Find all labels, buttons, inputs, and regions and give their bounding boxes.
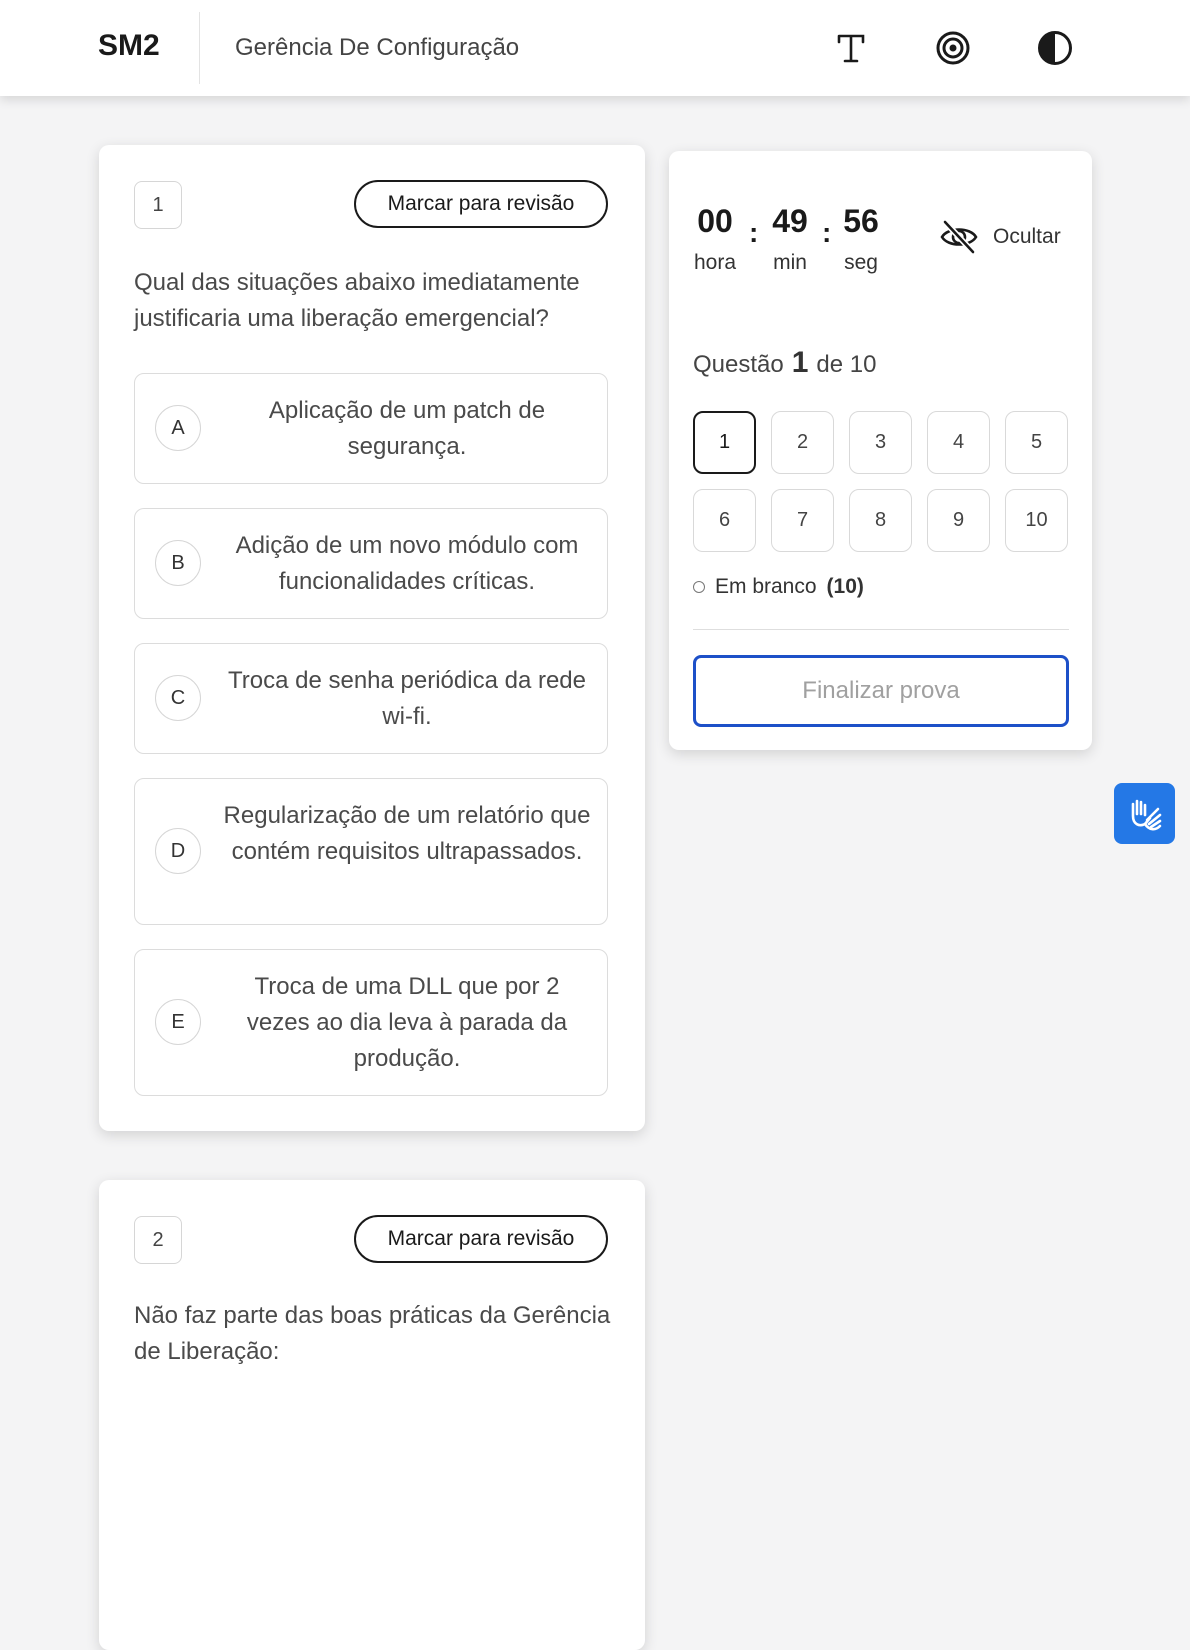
option-letter: B xyxy=(155,540,201,586)
question-nav-3[interactable]: 3 xyxy=(849,411,912,474)
hide-timer-button[interactable] xyxy=(939,219,1061,255)
progress-current: 1 xyxy=(791,346,809,379)
course-title: Gerência De Configuração xyxy=(235,34,520,61)
font-size-button[interactable] xyxy=(827,24,875,72)
brand-logo[interactable]: SM2 xyxy=(98,29,160,62)
sign-language-hands-icon xyxy=(1125,794,1165,834)
option-text: Troca de senha periódica da rede wi-fi. xyxy=(227,667,586,730)
question-nav-9[interactable]: 9 xyxy=(927,489,990,552)
question-number: 2 xyxy=(134,1216,182,1264)
timer-minutes-label: min xyxy=(773,251,807,274)
option-text: Adição de um novo módulo com funcionalidades críticas. xyxy=(235,532,579,595)
target-button[interactable] xyxy=(929,24,977,72)
timer-hours-label: hora xyxy=(693,251,737,274)
timer-colon: : xyxy=(749,217,759,248)
blank-status-dot xyxy=(693,581,705,593)
progress-suffix: de 10 xyxy=(816,351,877,378)
question-nav-8[interactable]: 8 xyxy=(849,489,912,552)
timer-seconds-label: seg xyxy=(844,251,878,274)
target-icon xyxy=(935,30,971,66)
finish-exam-button[interactable]: Finalizar prova xyxy=(693,655,1069,727)
eye-off-icon xyxy=(939,219,979,255)
timer-seconds: 56 xyxy=(843,203,879,239)
top-bar xyxy=(0,0,1190,96)
question-nav-7[interactable]: 7 xyxy=(771,489,834,552)
option-text: Troca de uma DLL que por 2 vezes ao dia leva à parada da produção. xyxy=(246,973,568,1072)
question-progress xyxy=(693,346,876,380)
timer-minutes: 49 xyxy=(772,203,808,239)
question-nav-4[interactable]: 4 xyxy=(927,411,990,474)
header-divider xyxy=(199,12,200,84)
contrast-button[interactable] xyxy=(1031,24,1079,72)
question-card-1 xyxy=(99,145,645,1131)
option-text: Aplicação de um patch de segurança. xyxy=(268,397,546,460)
option-d[interactable] xyxy=(134,778,608,925)
progress-prefix: Questão xyxy=(693,351,784,378)
option-letter: D xyxy=(155,828,201,874)
timer-hours: 00 xyxy=(697,203,733,239)
question-nav-1[interactable]: 1 xyxy=(693,411,756,474)
option-text: Regularização de um relatório que contém requisitos ultrapassados. xyxy=(223,802,591,865)
sidebar-divider xyxy=(693,629,1069,630)
question-text: Qual das situações abaixo imediatamente justificaria uma liberação emergencial? xyxy=(134,269,580,332)
text-size-icon xyxy=(834,31,868,65)
hide-timer-label: Ocultar xyxy=(993,225,1061,248)
blank-count: (10) xyxy=(826,575,864,598)
sign-language-button[interactable] xyxy=(1114,783,1175,844)
option-letter: A xyxy=(155,405,201,451)
option-letter: E xyxy=(155,999,201,1045)
blank-label: Em branco xyxy=(715,575,817,598)
option-c[interactable] xyxy=(134,643,608,754)
blank-legend xyxy=(693,575,864,599)
question-nav-5[interactable]: 5 xyxy=(1005,411,1068,474)
option-a[interactable] xyxy=(134,373,608,484)
option-b[interactable] xyxy=(134,508,608,619)
question-nav-10[interactable]: 10 xyxy=(1005,489,1068,552)
mark-for-review-button[interactable]: Marcar para revisão xyxy=(354,1215,608,1263)
option-letter: C xyxy=(155,675,201,721)
option-e[interactable] xyxy=(134,949,608,1096)
question-nav-2[interactable]: 2 xyxy=(771,411,834,474)
exam-sidebar xyxy=(669,151,1092,750)
question-text: Não faz parte das boas práticas da Gerência de Liberação: xyxy=(134,1302,611,1365)
mark-for-review-button[interactable]: Marcar para revisão xyxy=(354,180,608,228)
question-nav-6[interactable]: 6 xyxy=(693,489,756,552)
question-number: 1 xyxy=(134,181,182,229)
contrast-icon xyxy=(1037,30,1073,66)
question-card-2 xyxy=(99,1180,645,1650)
timer-colon: : xyxy=(822,217,832,248)
